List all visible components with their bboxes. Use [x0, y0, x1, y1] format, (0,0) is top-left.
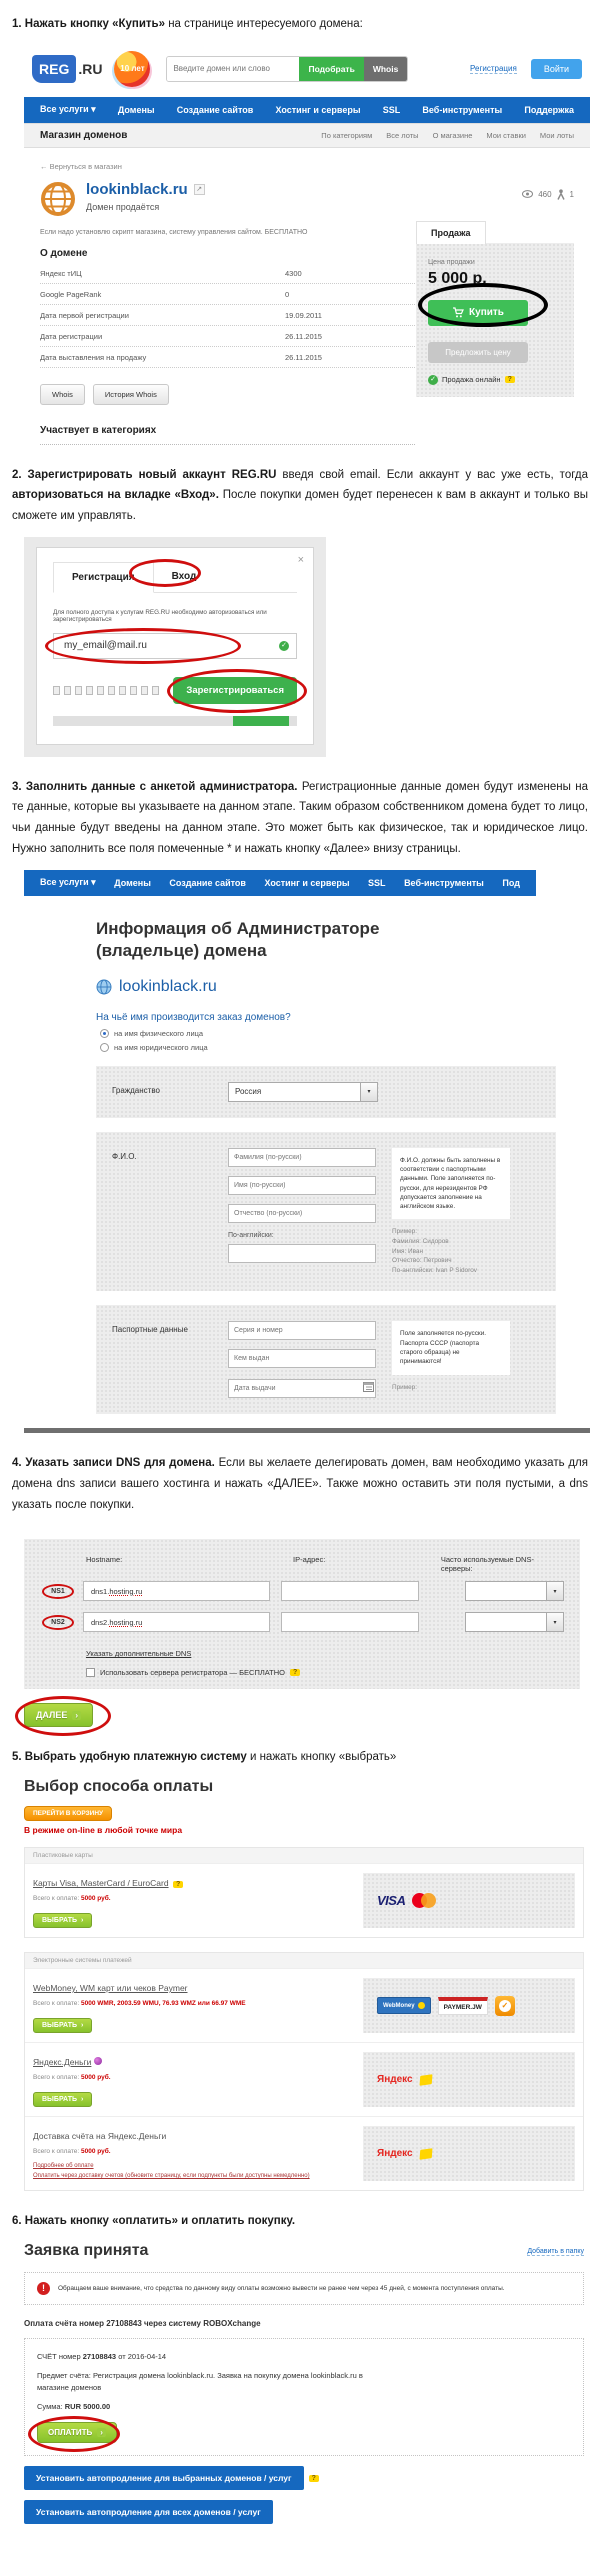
main-nav-2	[24, 870, 536, 896]
step5-bold: 5. Выбрать удобную платежную систему	[12, 1751, 247, 1764]
row-label: Дата первой регистрации	[40, 310, 129, 320]
ns1-label: NS1	[42, 1584, 74, 1599]
subnav-about[interactable]: О магазине	[432, 130, 473, 140]
whois-button-2[interactable]: Whois	[40, 384, 85, 405]
social-login-icons[interactable]	[53, 686, 159, 695]
step1-rest: на странице интересуемого домена:	[165, 18, 363, 30]
external-link-icon[interactable]: ↗	[194, 184, 205, 195]
use-registrar-dns-label: Использовать сервера регистратора — БЕСПЛАТНО	[100, 1668, 286, 1678]
nav-support-cut[interactable]: Под	[502, 877, 520, 888]
help-icon[interactable]: ?	[173, 1881, 183, 1888]
nav-hosting[interactable]: Хостинг и серверы	[275, 104, 361, 115]
invoice-number-line: СЧЁТ номер 27108843 от 2016-04-14	[37, 2352, 167, 2362]
modal-bottom-strip	[53, 716, 297, 726]
row-value: 26.11.2015	[285, 352, 322, 362]
price-label: Цена продажи	[428, 258, 475, 266]
logo-ru: .RU	[78, 60, 103, 77]
step5-text	[12, 1747, 588, 1768]
yandex-logo: Яндекс	[377, 2074, 413, 2086]
english-name-field[interactable]	[228, 1244, 376, 1263]
passport-help-text: Поле заполняется по-русски. Паспорта СССР (паспорта старого образца) не принимаются!	[392, 1321, 510, 1374]
price-value: 5 000 р.	[428, 269, 487, 287]
globe-orange-icon	[40, 181, 76, 217]
table-row	[40, 284, 415, 305]
amount-due: Всего к оплате: 5000 руб.	[33, 2148, 111, 2156]
order-accepted-title: Заявка принята	[24, 2242, 149, 2260]
payment-method-link[interactable]: WebMoney, WM карт или чеков Paymer	[33, 1983, 188, 1994]
whois-history-button[interactable]: История Whois	[93, 384, 169, 405]
passport-example-title: Пример:	[392, 1383, 417, 1391]
sale-tab: Продажа	[416, 221, 486, 244]
yandex-money-shape	[419, 2074, 432, 2086]
radio-legal-entity[interactable]	[100, 1043, 590, 1052]
amount-due: Всего к оплате: 5000 руб.	[33, 2074, 111, 2082]
help-icon[interactable]: ?	[290, 1669, 300, 1676]
amount-due: Всего к оплате: 5000 руб.	[33, 1895, 111, 1903]
hostname-column-label: Hostname:	[86, 1555, 123, 1565]
screenshot-register-modal	[24, 537, 326, 757]
anniversary-badge: 10 лет	[114, 51, 150, 87]
check-icon: ✓	[428, 375, 438, 385]
invoice-details	[24, 2338, 584, 2456]
firstname-field[interactable]	[228, 1176, 376, 1195]
visa-logo: VISA	[377, 1893, 406, 1909]
auth-hint: Для полного доступа к услугам REG.RU необходимо авторизоваться или зарегистрироваться	[53, 608, 267, 623]
ns1-hostname-field[interactable]: dns1. hosting.ru	[83, 1581, 270, 1601]
select-button[interactable]: ВЫБРАТЬ ›	[33, 2092, 92, 2107]
subnav-my-bids[interactable]: Мои ставки	[486, 130, 526, 140]
step6-text	[12, 2211, 588, 2232]
step3-rest: Регистрационные данные домен будут изменены на те данные, которые вы указываете на данном этапе. Таким образом собственником домена будет то лицо, чьи данные будут введены на данном этапе. Это может быть как физическое, так и юридическое лицо. Нужно заполнить все поля помеченные * и нажать кнопку «Далее» внизу страницы.	[12, 780, 588, 855]
valid-check-icon: ✓	[279, 641, 289, 651]
screenshot-invoice	[24, 2242, 584, 2524]
next-label: ДАЛЕЕ	[36, 1710, 68, 1721]
nav-site-builder[interactable]: Создание сайтов	[176, 104, 254, 115]
row-label: Google PageRank	[40, 289, 102, 299]
screenshot-payment	[24, 1778, 584, 2191]
group-label: Пластиковые карты	[25, 1848, 583, 1863]
sale-online-label: Продажа онлайн	[442, 375, 501, 385]
person-icon	[557, 189, 565, 200]
screenshot-dns-form	[24, 1539, 580, 1727]
yandex-money-icon	[94, 2057, 102, 2065]
nav-site-builder[interactable]: Создание сайтов	[169, 877, 246, 888]
table-row	[40, 326, 415, 347]
bids-count: 1	[569, 189, 574, 199]
autorenew-selected-button[interactable]: Установить автопродление для выбранных доменов / услуг	[24, 2466, 304, 2490]
domain-status: Домен продаётся	[86, 201, 160, 212]
step2-bold1: 2. Зарегистрировать новый аккаунт REG.RU	[12, 468, 277, 481]
row-value: 4300	[285, 268, 302, 278]
views-count: 460	[538, 189, 552, 199]
ns2-ip-field[interactable]	[281, 1612, 419, 1632]
invoice-amount-line: Сумма: RUR 5000.00	[37, 2401, 111, 2411]
chevron-down-icon: ▾	[360, 1083, 377, 1101]
eye-icon	[522, 190, 533, 198]
select-button[interactable]: ВЫБРАТЬ ›	[33, 1913, 92, 1928]
arrow-icon: ›	[81, 2022, 84, 2030]
nav-support[interactable]: Поддержка	[524, 104, 574, 115]
tab-login[interactable]: Вход	[171, 570, 197, 582]
step1-bold: 1. Нажать кнопку «Купить»	[12, 18, 166, 30]
radio-legal-label: на имя юридического лица	[114, 1042, 208, 1052]
radio-icon[interactable]	[100, 1043, 109, 1052]
invoice-subject-line: Предмет счёта: Регистрация домена lookinblack.ru. Заявка на покупку домена lookinblack.ru в магазине доменов	[37, 2371, 363, 2392]
step4-text	[12, 1453, 588, 1515]
table-row	[40, 263, 415, 284]
whois-button[interactable]: Whois	[364, 57, 408, 81]
row-label: Яндекс тИЦ	[40, 268, 82, 278]
step4-rest: Если вы желаете делегировать домен, вам необходимо указать для домена dns записи вашего хостинга и нажать «ДАЛЕЕ». Также можно оставить эти поля пустыми, а dns указать после покупки.	[12, 1457, 588, 1511]
payment-row-webmoney	[25, 1968, 583, 2042]
passport-issued-field[interactable]	[228, 1349, 376, 1368]
pay-button[interactable]	[37, 2422, 117, 2443]
step6-bold: 6. Нажать кнопку «оплатить» и оплатить покупку.	[12, 2215, 296, 2228]
step2-t2: После покупки домен будет перенесен к вам в аккаунт и только вы сможете им управлять.	[12, 489, 588, 523]
next-button[interactable]	[24, 1703, 93, 1727]
order-name-question: На чьё имя производится заказ доменов?	[96, 1011, 291, 1023]
yandex-money-shape	[419, 2148, 432, 2160]
categories-title: Участвует в категориях	[40, 425, 415, 445]
amount-due: Всего к оплате: 5000 WMR, 2003.59 WMU, 76.93 WMZ или 66.97 WME	[33, 2000, 246, 2008]
fio-help-text: Ф.И.О. должны быть заполнены в соответствии с паспортными данными. Поле заполняется по-русски, для нерезидентов РФ допускается заполнение на английском языке.	[392, 1148, 510, 1220]
step3-text	[12, 777, 588, 860]
nav-all-services[interactable]: Все услуги ▾	[40, 104, 96, 115]
back-label: Вернуться в магазин	[49, 161, 122, 171]
shop-title: Магазин доменов	[40, 129, 128, 141]
row-label: Дата регистрации	[40, 331, 103, 341]
admin-domain-name: lookinblack.ru	[119, 977, 217, 995]
step1-text	[12, 14, 588, 35]
row-value: 0	[285, 289, 290, 299]
ns2-hostname-field[interactable]: dns2. hosting.ru	[83, 1612, 270, 1632]
nav-domains[interactable]: Домены	[114, 877, 151, 888]
ns2-label: NS2	[42, 1615, 74, 1630]
paymer-logo: PAYMER.JW	[438, 1997, 488, 2015]
add-more-dns-link[interactable]: Указать дополнительные DNS	[86, 1649, 192, 1659]
search-submit-button[interactable]: Подобрать	[299, 57, 363, 81]
step2-bold2: авторизоваться на вкладке «Вход».	[12, 489, 219, 502]
go-to-cart-button[interactable]: ПЕРЕЙТИ В КОРЗИНУ	[24, 1806, 112, 1821]
passport-label: Паспортные данные	[112, 1325, 188, 1335]
example-title: Пример:	[392, 1228, 417, 1236]
invoice-delivery-link[interactable]: Оплатить через доставку счетов (обновите страницу, если подпункты были доступны немедленно)	[33, 2172, 310, 2179]
arrow-icon: ›	[81, 1917, 84, 1925]
payment-group-cards	[24, 1847, 584, 1938]
payment-row-yandex-invoice	[25, 2116, 583, 2190]
subnav-all-lots[interactable]: Все лоты	[386, 130, 419, 140]
close-icon[interactable]: ×	[297, 553, 304, 566]
login-button[interactable]: Войти	[531, 59, 582, 79]
warning-icon: !	[37, 2282, 50, 2295]
payment-details-link[interactable]: Подробнее об оплате	[33, 2163, 94, 2170]
register-submit-button[interactable]: Зарегистрироваться	[173, 677, 297, 704]
globe-blue-icon	[96, 979, 112, 995]
logo-reg: REG	[32, 55, 76, 83]
radio-icon-selected[interactable]	[100, 1029, 109, 1038]
step3-bold: 3. Заполнить данные с анкетой администратора.	[12, 780, 298, 793]
ns1-ip-field[interactable]	[281, 1581, 419, 1601]
buy-button[interactable]	[428, 300, 528, 326]
site-header	[24, 45, 590, 97]
step4-bold: 4. Указать записи DNS для домена.	[12, 1457, 215, 1470]
english-label: По-английски:	[228, 1231, 274, 1239]
regru-logo	[32, 55, 102, 83]
group-label: Электронные системы платежей	[25, 1953, 583, 1968]
row-label: Дата выставления на продажу	[40, 352, 147, 362]
pay-label: ОПЛАТИТЬ	[48, 2428, 93, 2438]
arrow-icon: ›	[81, 2096, 84, 2104]
email-field[interactable]	[53, 633, 297, 659]
step5-rest: и нажать кнопку «выбрать»	[246, 1751, 397, 1764]
nav-web-tools[interactable]: Веб-инструменты	[422, 104, 503, 115]
help-icon[interactable]: ?	[505, 376, 515, 383]
search-input[interactable]	[167, 57, 299, 81]
subnav-my-lots[interactable]: Мои лоты	[539, 130, 574, 140]
payment-subtitle: В режиме on-line в любой точке мира	[24, 1825, 183, 1836]
verified-check-icon: ✓	[495, 1996, 515, 2016]
nav-domains[interactable]: Домены	[117, 104, 155, 115]
lastname-field[interactable]	[228, 1148, 376, 1167]
calendar-icon[interactable]	[363, 1381, 374, 1392]
chevron-down-icon: ▾	[546, 1582, 563, 1600]
mastercard-logo	[412, 1893, 436, 1908]
payment-group-emoney	[24, 1952, 584, 2191]
invoice-number: 27108843	[82, 2352, 117, 2362]
help-icon[interactable]: ?	[309, 2475, 319, 2482]
table-row	[40, 305, 415, 326]
warning-box	[24, 2272, 584, 2305]
domain-search	[166, 56, 408, 82]
passport-series-field[interactable]	[228, 1321, 376, 1340]
payment-method-link[interactable]: Карты Visa, MasterCard / EuroCard	[33, 1878, 169, 1889]
webmoney-logo: WebMoney	[377, 1997, 431, 2014]
auth-modal	[36, 547, 314, 745]
shop-subnav	[24, 123, 590, 148]
nav-hosting[interactable]: Хостинг и серверы	[264, 877, 350, 888]
buy-label: Купить	[469, 307, 504, 319]
cart-icon	[452, 307, 464, 318]
passport-date-field[interactable]	[228, 1379, 376, 1398]
citizenship-label: Гражданство	[112, 1085, 160, 1095]
nav-ssl[interactable]: SSL	[382, 104, 401, 115]
register-link[interactable]: Регистрация	[470, 63, 517, 73]
radio-individual[interactable]	[100, 1029, 590, 1038]
back-to-shop-link[interactable]	[40, 162, 590, 171]
sale-panel	[416, 221, 574, 445]
citizenship-value: Россия	[235, 1087, 262, 1097]
row-value: 26.11.2015	[285, 331, 322, 341]
ns2-common-select[interactable]	[465, 1612, 564, 1632]
ip-column-label: IP-адрес:	[292, 1555, 326, 1565]
fio-label: Ф.И.О.	[112, 1151, 137, 1161]
payment-method-link[interactable]: Яндекс.Деньги	[33, 2057, 92, 2068]
arrow-icon: ›	[97, 2428, 106, 2437]
step2-text	[12, 465, 588, 527]
admin-form-title: Информация об Администраторе (владельце) домена	[96, 918, 380, 960]
citizenship-select[interactable]	[228, 1082, 378, 1102]
fio-example: Пример: Фамилия: Сидоров Имя: Иван Отчество: Петрович По-английски: Ivan P Sidorov	[392, 1227, 510, 1275]
payment-row-visa	[25, 1863, 583, 1937]
autorenew-all-button[interactable]: Установить автопродление для всех доменов / услуг	[24, 2500, 273, 2524]
nav-ssl[interactable]: SSL	[368, 877, 386, 888]
domain-stats	[522, 181, 574, 200]
nav-web-tools[interactable]: Веб-инструменты	[404, 877, 484, 888]
nav-all-services[interactable]: Все услуги ▾	[40, 877, 96, 887]
yandex-logo: Яндекс	[377, 2148, 413, 2160]
payment-row-yandex	[25, 2042, 583, 2116]
main-nav	[24, 97, 590, 123]
invoice-subtitle: Оплата счёта номер 27108843 через систему ROBOXchange	[24, 2319, 261, 2329]
invoice-amount: RUR 5000.00	[64, 2401, 111, 2411]
offer-price-button[interactable]: Предложить цену	[428, 342, 528, 363]
add-to-folder-link[interactable]: Добавить в папку	[527, 2248, 584, 2256]
about-domain-title: О домене	[40, 247, 88, 259]
row-value: 19.09.2011	[285, 310, 322, 320]
use-registrar-dns-checkbox[interactable]	[86, 1668, 95, 1677]
common-dns-column-label: Часто используемые DNS-серверы:	[440, 1555, 534, 1574]
step2-t1: введя свой email. Если аккаунт у вас уже есть, тогда	[276, 468, 588, 481]
back-arrow-icon: ←	[40, 161, 48, 171]
middlename-field[interactable]	[228, 1204, 376, 1223]
subnav-categories[interactable]: По категориям	[321, 130, 373, 140]
payment-method-label: Доставка счёта на Яндекс.Деньги	[33, 2131, 167, 2142]
ns1-common-select[interactable]	[465, 1581, 564, 1601]
warning-text: Обращаем ваше внимание, что средства по данному виду оплаты возможно вывести не ранее чем через 45 дней, с момента поступления оплаты.	[58, 2285, 505, 2293]
arrow-icon: ›	[72, 1711, 81, 1720]
tab-register[interactable]: Регистрация	[53, 562, 154, 593]
screenshot-admin-form	[24, 870, 590, 1434]
radio-individual-label: на имя физического лица	[114, 1028, 204, 1038]
seller-note: Если надо установлю скрипт магазина, систему управления сайтом. БЕСПЛАТНО	[40, 228, 308, 236]
payment-title: Выбор способа оплаты	[24, 1778, 214, 1796]
screenshot-domain-shop	[24, 45, 590, 445]
chevron-down-icon: ▾	[546, 1613, 563, 1631]
scrollbar[interactable]	[24, 1428, 590, 1433]
select-button[interactable]: ВЫБРАТЬ ›	[33, 2018, 92, 2033]
table-row	[40, 347, 415, 368]
domain-name: lookinblack.ru	[86, 180, 188, 198]
